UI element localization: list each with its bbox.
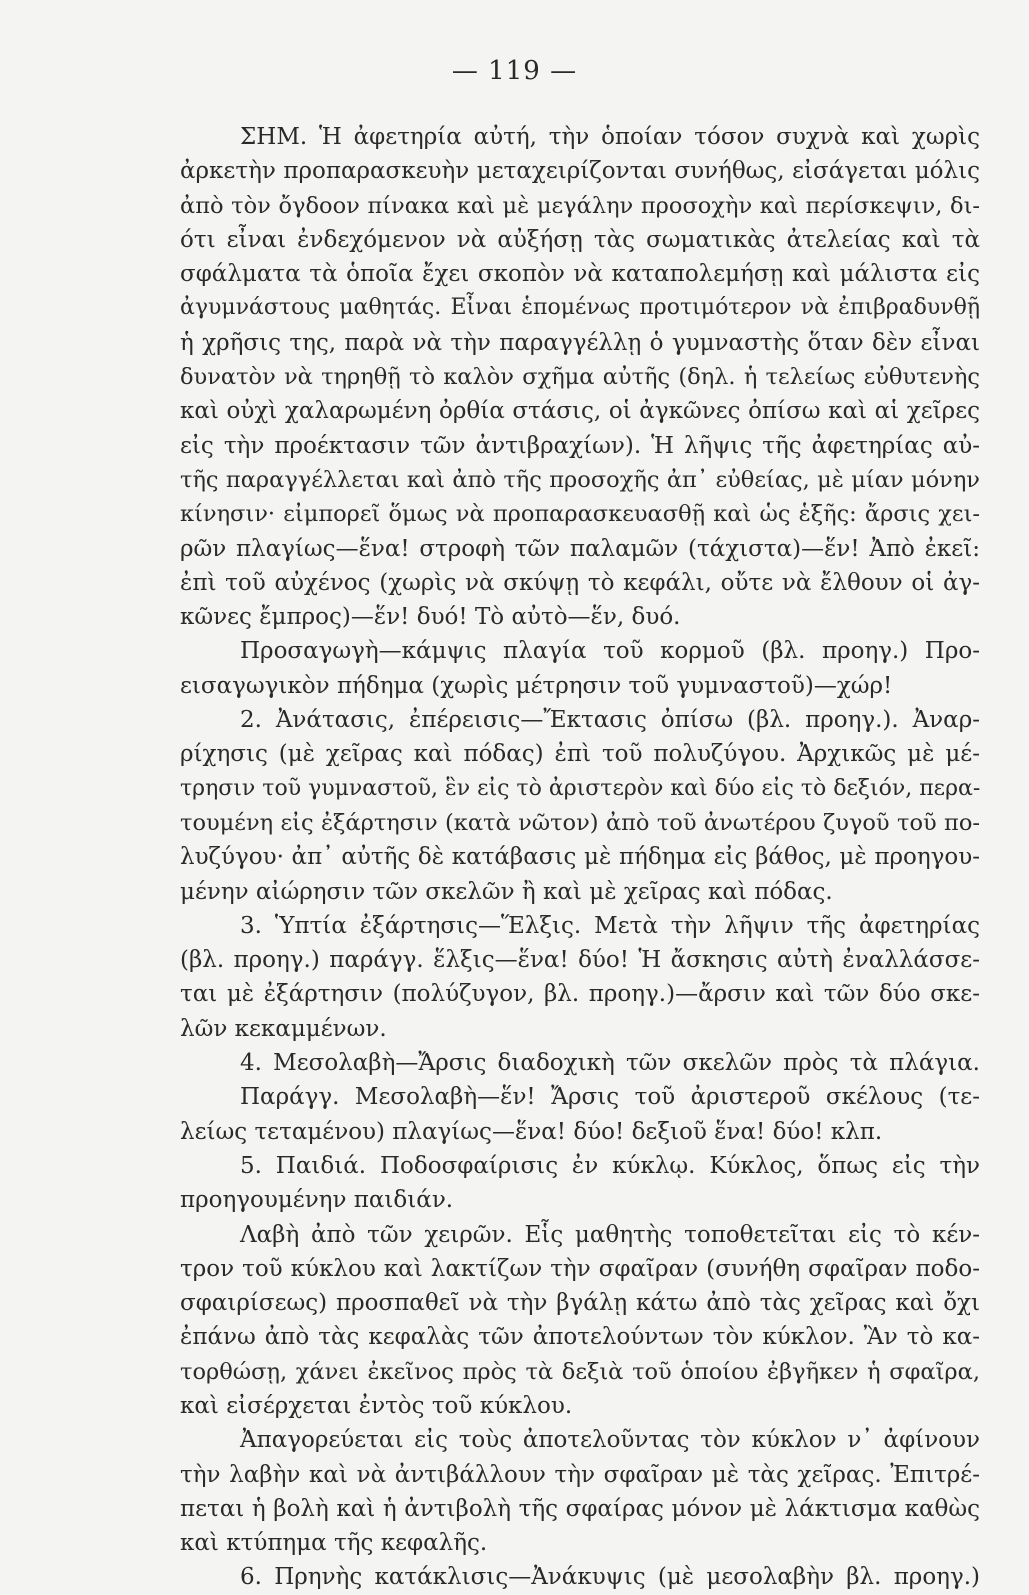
text-line: καὶ οὐχὶ χαλαρωμένη ὀρθία στάσις, οἱ ἀγκῶνες ὀπίσω καὶ αἱ χεῖρες — [180, 398, 980, 425]
text-line: Παράγγ. Μεσολαβὴ—ἕν! Ἄρσις τοῦ ἀριστεροῦ σκέλους (τε- — [240, 1084, 980, 1111]
text-line: τορθώσῃ, χάνει ἐκεῖνος πρὸς τὰ δεξιὰ τοῦ ὁποίου ἐβγῆκεν ἡ σφαῖρα, — [180, 1358, 980, 1385]
text-line: Ἀπαγορεύεται εἰς τοὺς ἀποτελοῦντας τὸν κύκλον ν᾽ ἀφίνουν — [240, 1427, 980, 1454]
text-line: ἀπὸ τὸν ὄγδοον πίνακα καὶ μὲ μεγάλην προσοχὴν καὶ περίσκεψιν, δι- — [180, 192, 980, 219]
text-line: τὴν λαβὴν καὶ νὰ ἀντιβάλλουν τὴν σφαῖραν μὲ τὰς χεῖρας. Ἐπιτρέ- — [180, 1461, 980, 1488]
text-line: δυνατὸν νὰ τηρηθῇ τὸ καλὸν σχῆμα αὐτῆς (δηλ. ἡ τελείως εὐθυτενὴς — [180, 364, 980, 391]
text-line: ται μὲ ἐξάρτησιν (πολύζυγον, βλ. προηγ.)—ἄρσιν καὶ τῶν δύο σκε- — [180, 981, 980, 1008]
text-line: μένην αἰώρησιν τῶν σκελῶν ἢ καὶ μὲ χεῖρας καὶ πόδας. — [180, 878, 833, 905]
page-number: — 119 — — [451, 56, 578, 86]
text-line: Λαβὴ ἀπὸ τῶν χειρῶν. Εἷς μαθητὴς τοποθετεῖται εἰς τὸ κέν- — [240, 1221, 980, 1248]
text-line: τῆς παραγγέλλεται καὶ ἀπὸ τῆς προσοχῆς ἀπ᾽ εὐθείας, μὲ μίαν μόνην — [180, 466, 980, 493]
text-line: τρησιν τοῦ γυμναστοῦ, ἓν εἰς τὸ ἀριστερὸν καὶ δύο εἰς τὸ δεξιόν, περα- — [180, 775, 980, 801]
text-line: λυζύγου· ἀπ᾽ αὐτῆς δὲ κατάβασις μὲ πήδημα εἰς βάθος, μὲ προηγου- — [180, 844, 980, 871]
text-line: ΣΗΜ. Ἡ ἀφετηρία αὐτή, τὴν ὁποίαν τόσον συχνὰ καὶ χωρὶς — [240, 124, 980, 150]
text-line: Προσαγωγὴ—κάμψις πλαγία τοῦ κορμοῦ (βλ. προηγ.) Προ- — [240, 638, 980, 665]
text-line: κίνησιν· εἰμπορεῖ ὅμως νὰ προπαρασκευασθῇ καὶ ὡς ἑξῆς: ἄρσις χει- — [180, 501, 980, 528]
text-line: τουμένη εἰς ἐξάρτησιν (κατὰ νῶτον) ἀπὸ τοῦ ἀνωτέρου ζυγοῦ τοῦ πο- — [180, 809, 980, 836]
text-line: ἐπάνω ἀπὸ τὰς κεφαλὰς τῶν ἀποτελούντων τὸν κύκλον. Ἂν τὸ κα- — [180, 1324, 980, 1351]
text-line: τρον τοῦ κύκλου καὶ λακτίζων τὴν σφαῖραν (συνήθη σφαῖραν ποδο- — [180, 1255, 980, 1282]
text-line: σφάλματα τὰ ὁποῖα ἔχει σκοπὸν νὰ καταπολεμήσῃ καὶ μάλιστα εἰς — [180, 261, 980, 288]
text-line: κῶνες ἔμπρος)—ἕν! δυό! Τὸ αὐτὸ—ἕν, δυό. — [180, 604, 681, 631]
text-line: 6. Πρηνὴς κατάκλισις—Ἀνάκυψις (μὲ μεσολαβὴν βλ. προηγ.) — [240, 1564, 980, 1591]
text-line: ἐπὶ τοῦ αὐχένος (χωρὶς νὰ σκύψῃ τὸ κεφάλι, οὔτε νὰ ἔλθουν οἱ ἀγ- — [180, 569, 980, 596]
text-line: ἀγυμνάστους μαθητάς. Εἶναι ἑπομένως προτιμότερον νὰ ἐπιβραδυνθῇ — [180, 295, 980, 321]
body-text — [180, 120, 980, 1595]
text-line: λείως τεταμένου) πλαγίως—ἕνα! δύο! δεξιοῦ ἕνα! δύο! κλπ. — [180, 1118, 883, 1145]
text-line: 5. Παιδιά. Ποδοσφαίρισις ἐν κύκλῳ. Κύκλος, ὅπως εἰς τὴν — [240, 1152, 980, 1179]
text-line: ἡ χρῆσις της, παρὰ νὰ τὴν παραγγέλλῃ ὁ γυμναστὴς ὅταν δὲν εἶναι — [180, 329, 980, 356]
text-line: ρίχησις (μὲ χεῖρας καὶ πόδας) ἐπὶ τοῦ πολυζύγου. Ἀρχικῶς μὲ μέ- — [180, 741, 980, 768]
text-line: προηγουμένην παιδιάν. — [180, 1187, 454, 1214]
text-line: ρῶν πλαγίως—ἕνα! στροφὴ τῶν παλαμῶν (τάχιστα)—ἕν! Ἀπὸ ἐκεῖ: — [180, 535, 980, 562]
text-line: ἀρκετὴν προπαρασκευὴν μεταχειρίζονται συνήθως, εἰσάγεται μόλις — [180, 158, 980, 185]
text-line: καὶ κτύπημα τῆς κεφαλῆς. — [180, 1530, 488, 1557]
text-line: σφαιρίσεως) προσπαθεῖ νὰ τὴν βγάλῃ κάτω ἀπὸ τὰς χεῖρας καὶ ὄχι — [180, 1290, 980, 1317]
text-line: 3. Ὑπτία ἐξάρτησις—Ἕλξις. Μετὰ τὴν λῆψιν τῆς ἀφετηρίας — [240, 912, 980, 939]
text-line: πεται ἡ βολὴ καὶ ἡ ἀντιβολὴ τῆς σφαίρας μόνον μὲ λάκτισμα καθὼς — [180, 1495, 980, 1522]
text-line: ότι εἶναι ἐνδεχόμενον νὰ αὐξήσῃ τὰς σωματικὰς ἀτελείας καὶ τὰ — [180, 226, 980, 253]
text-line: εἰς τὴν προέκτασιν τῶν ἀντιβραχίων). Ἡ λῆψις τῆς ἀφετηρίας αὐ- — [180, 432, 980, 459]
text-line: λῶν κεκαμμένων. — [180, 1015, 387, 1042]
text-line: 2. Ἀνάτασις, ἐπέρεισις—Ἔκτασις ὀπίσω (βλ. προηγ.). Ἀναρ- — [240, 707, 980, 734]
text-line: (βλ. προηγ.) παράγγ. ἕλξις—ἕνα! δύο! Ἡ ἄσκησις αὐτὴ ἐναλλάσσε- — [180, 947, 980, 974]
text-line: καὶ εἰσέρχεται ἐντὸς τοῦ κύκλου. — [180, 1392, 573, 1419]
text-line: εισαγωγικὸν πήδημα (χωρὶς μέτρησιν τοῦ γυμναστοῦ)—χώρ! — [180, 672, 893, 699]
text-line: 4. Μεσολαβὴ—Ἄρσις διαδοχικὴ τῶν σκελῶν πρὸς τὰ πλάγια. — [240, 1050, 980, 1077]
